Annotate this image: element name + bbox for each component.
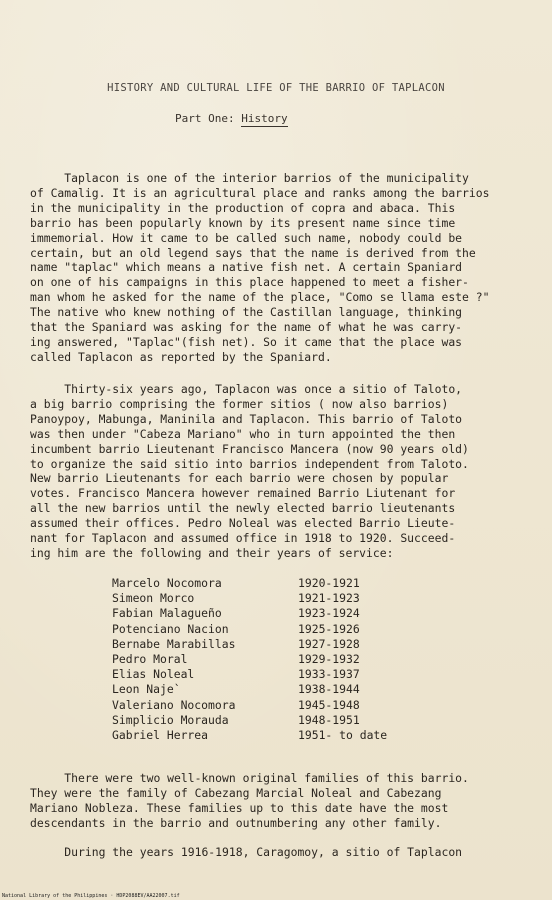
lieutenant-name: Gabriel Herrea <box>112 727 209 742</box>
lieutenant-name: Leon Naje` <box>112 682 181 697</box>
lieutenant-name: Simeon Morco <box>112 591 195 606</box>
lieutenant-name: Elias Noleal <box>112 667 195 682</box>
lieutenant-roster <box>112 576 412 743</box>
lieutenant-years: 1929-1932 <box>298 651 360 666</box>
lieutenant-name: Simplicio Morauda <box>112 712 229 727</box>
roster-row <box>112 728 412 743</box>
archive-footer: National Library of the Philippines · HDP2088EV/AA22007.tif <box>2 893 180 899</box>
lieutenant-years: 1951- to date <box>298 727 388 742</box>
lieutenant-years: 1938-1944 <box>298 682 360 697</box>
lieutenant-years: 1925-1926 <box>298 621 360 636</box>
lieutenant-years: 1945-1948 <box>298 697 360 712</box>
roster-row <box>112 576 412 591</box>
roster-row <box>112 713 412 728</box>
lieutenant-years: 1921-1923 <box>298 591 360 606</box>
lieutenant-name: Pedro Moral <box>112 651 188 666</box>
roster-row <box>112 606 412 621</box>
lieutenant-name: Marcelo Nocomora <box>112 576 222 590</box>
lieutenant-name: Valeriano Nocomora <box>112 697 236 712</box>
roster-row <box>112 591 412 606</box>
lieutenant-name: Bernabe Marabillas <box>112 636 236 651</box>
lieutenant-years: 1923-1924 <box>298 606 360 621</box>
paragraph-original-families: There were two well-known original families of this barrio. They were the family of Cabezang Marcial Noleal and Cabezang Mariano Nobleza. These families up to this date have the most descendants in the barrio and outnumbering any other family. <box>30 771 469 830</box>
roster-row <box>112 667 412 682</box>
roster-row <box>112 652 412 667</box>
paragraph-caragomoy: During the years 1916-1918, Caragomoy, a sitio of Taplacon <box>30 845 463 859</box>
subheading-prefix: Part One: <box>175 112 242 125</box>
lieutenant-name: Fabian Malagueño <box>112 606 222 621</box>
lieutenant-years: 1920-1921 <box>298 576 360 590</box>
roster-row <box>112 698 412 713</box>
lieutenant-years: 1927-1928 <box>298 636 360 651</box>
paragraph-barrio-formation: Thirty-six years ago, Taplacon was once a sitio of Taloto, a big barrio comprising the former sitios ( now also barrios) Panoypoy, Mabunga, Maninila and Taplacon. This barrio of Taloto was then under "Cabeza Mariano" who in turn appointed the then incumbent barrio Lieutenant Francisco Mancera (now 90 years old) to organize the said sitio into barrios independent from Taloto. New barrio Lieutenants for each barrio were chosen by popular votes. Francisco Mancera however remained Barrio Liutenant for all the new barrios until the newly elected barrio lieutenants assumed their offices. Pedro Noleal was elected Barrio Lieute- nant for Taplacon and assumed office in 1918 to 1920. Succeed- ing him are the following and their years of service: <box>30 382 469 560</box>
subheading-underlined: History <box>241 112 288 125</box>
lieutenant-years: 1933-1937 <box>298 667 360 682</box>
lieutenant-years: 1948-1951 <box>298 712 360 727</box>
lieutenant-name: Potenciano Nacion <box>112 621 229 636</box>
roster-row <box>112 622 412 637</box>
roster-row <box>112 682 412 697</box>
section-subheading <box>175 112 288 125</box>
paragraph-origin-of-name: Taplacon is one of the interior barrios of the municipality of Camalig. It is an agricultural place and ranks among the barrios in the municipality in the production of copra and abaca. This barrio has been popularly known by its present name since time immemorial. How it came to be called such name, nobody could be certain, but an old legend says that the name is derived from the name "taplac" which means a native fish net. A certain Spaniard on one of his campaigns in this place happened to meet a fisher- man whom he asked for the name of the place, "Como se llama este ?" The native who knew nothing of the Castillan language, thinking that the Spaniard was asking for the name of what he was carry- ing answered, "Taplac"(fish net). So it came that the place was called Taplacon as reported by the Spaniard. <box>30 171 490 364</box>
document-heading: HISTORY AND CULTURAL LIFE OF THE BARRIO OF TAPLACON <box>107 82 445 94</box>
roster-row <box>112 637 412 652</box>
